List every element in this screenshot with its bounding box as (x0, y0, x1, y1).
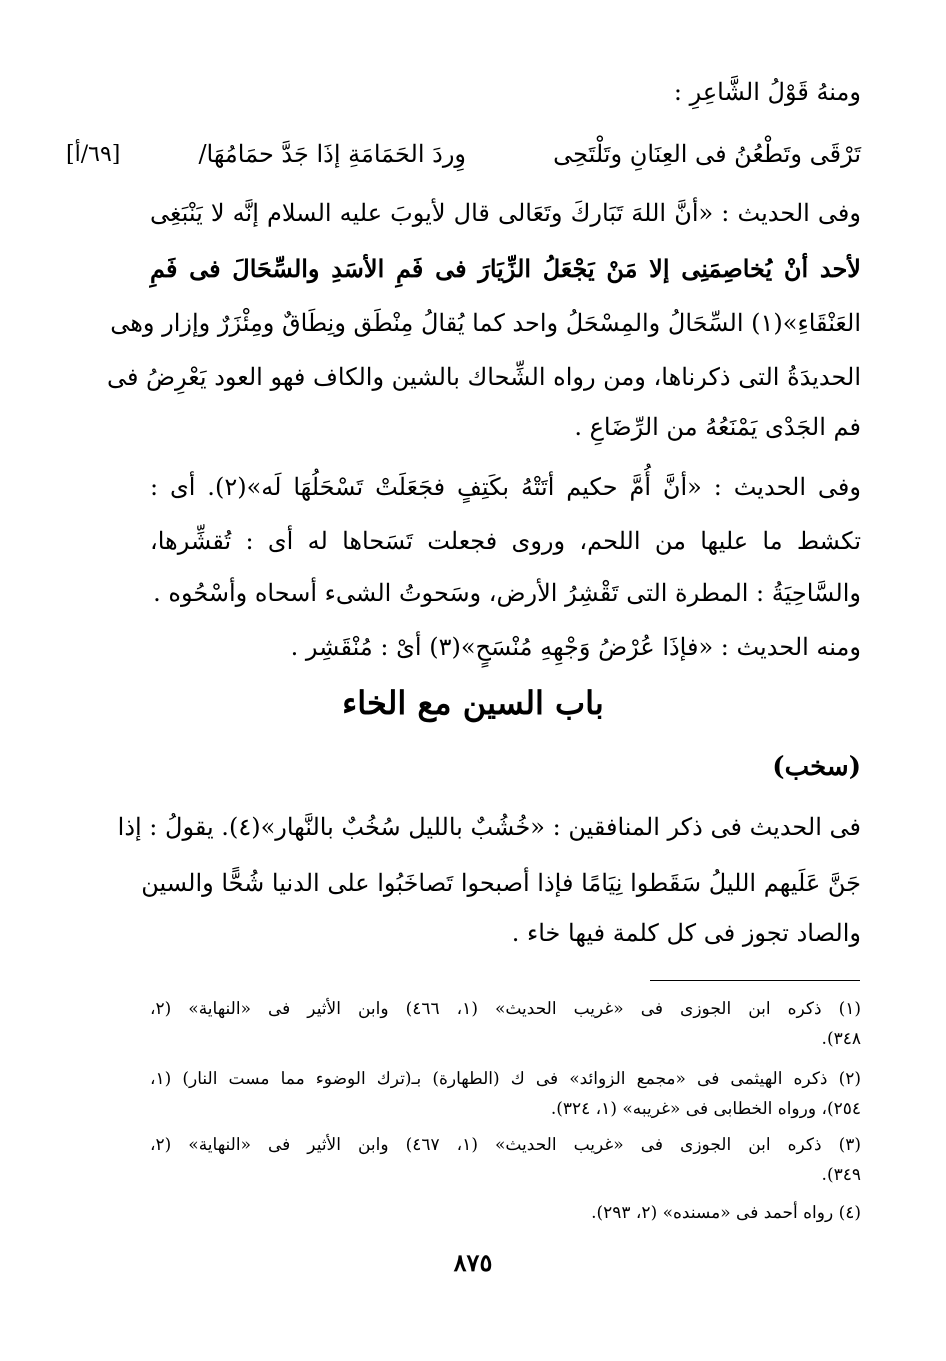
body-line: لأحد أنْ يُخاصِمَنِى إلا مَنْ يَجْعَلُ الزِّيَارَ فى فَمِ الأسَدِ والسِّحَالَ فى فَمِ (150, 254, 861, 283)
body-line: وفى الحديث : «أنَّ اللهَ تَبَاركَ وتَعَالى قال لأيوبَ عليه السلام إنَّه لا يَنْبَغِى (150, 199, 861, 227)
entry-line: والصاد تجوز فى كل كلمة فيها خاء . (511, 919, 861, 947)
verse-first-hemistich: تَرْقَى وتَطْعُنُ فى العِنَانِ وتَلْتَحِى (553, 140, 861, 168)
body-line: تكشط ما عليها من اللحم، وروى فجعلت تَسَحاها له أى : تُقشِّرها، (150, 527, 862, 555)
footnote-line: ٣٤٩). (821, 1165, 861, 1185)
entry-heading: (سخب) (772, 752, 861, 782)
footnote-divider (650, 980, 860, 981)
footnote-line: (٢) ذكره الهيثمى فى «مجمع الزوائد» فى ك (الطهارة) بـ(ترك الوضوء مما مست النار) (١، (150, 1069, 861, 1089)
body-line: فم الجَدْى يَمْنَعُهُ من الرِّضَاعِ . (574, 413, 861, 441)
entry-line: فى الحديث فى ذكر المنافقين : «خُشُبٌ بالليل سُخُبٌ بالنَّهار»(٤). يقولُ : إذا (117, 813, 861, 841)
body-line: الحديدَةُ التى ذكرناها، ومن رواه الشِّحاك بالشين والكاف فهو العود يَعْرِضُ فى (106, 363, 861, 391)
body-line: ومنه الحديث : «فإذَا عُرْضُ وَجْهِهِ مُنْسَحٍ»(٣) أىْ : مُنْقَشِر . (290, 633, 861, 661)
margin-folio-reference: [٦٩/أ] (66, 142, 121, 167)
entry-line: جَنَّ عَلَيهم الليلُ سَقَطوا نِيَامًا فإذا أصبحوا تَصاخَبُوا على الدنيا شُحًّا والسين (141, 869, 861, 897)
page-number: ٨٧٥ (453, 1248, 493, 1277)
footnote-line: (٣) ذكره ابن الجوزى فى «غريب الحديث» (١، ٤٦٧) وابن الأثير فى «النهاية» (٢، (150, 1135, 862, 1155)
body-line: العَنْقَاءِ»(١) السِّحَالُ والمِسْحَلُ واحد كما يُقالُ مِنْطَق ونِطَاقٌ ومِئْزَرٌ وإزار وهى (110, 309, 861, 337)
body-line: وفى الحديث : «أنَّ أُمَّ حكيم أتَتْهُ بكَتِفٍ فجَعَلَتْ تَسْحَلُهَا لَه»(٢). أى : (150, 473, 861, 501)
footnote-line: (١) ذكره ابن الجوزى فى «غريب الحديث» (١، ٤٦٦) وابن الأثير فى «النهاية» (٢، (150, 999, 862, 1019)
footnote-line: ٣٤٨). (821, 1029, 861, 1049)
section-heading: باب السين مع الخاء (342, 684, 604, 722)
footnote-line: (٤) رواه أحمد فى «مسنده» (٢، ٢٩٣). (591, 1203, 861, 1223)
verse-second-hemistich: وِردَ الحَمَامَةِ إذَا جَدَّ حمَامُهَا/ (198, 140, 466, 168)
intro-line: ومنهُ قَوْلُ الشَّاعِرِ : (673, 78, 861, 106)
body-line: والسَّاحِيَةُ : المطرة التى تَقْشِرُ الأرض، وسَحوتُ الشىء أسحاه وأسْحُوه . (153, 579, 861, 607)
footnote-line: ٢٥٤)، ورواه الخطابى فى «غريبه» (١، ٣٢٤). (550, 1099, 861, 1119)
